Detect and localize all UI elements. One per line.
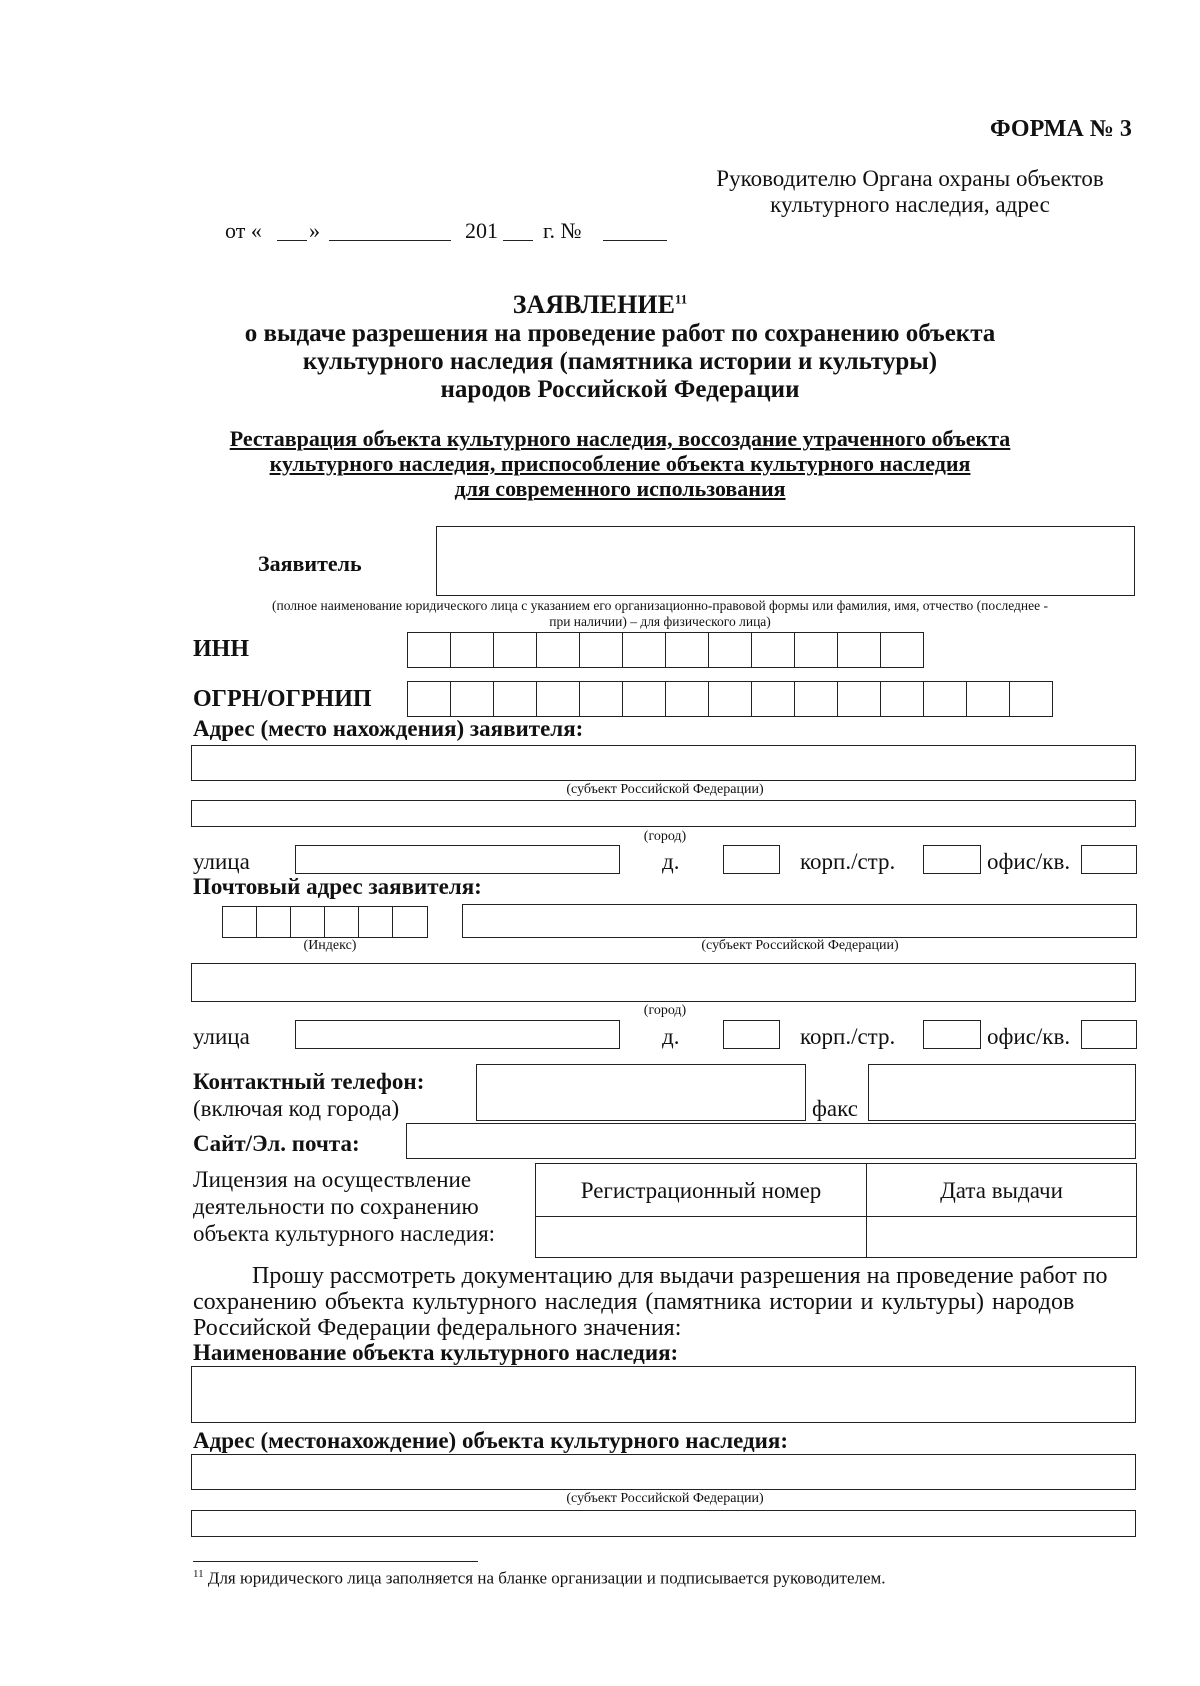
object-address-subject-caption: (субъект Российской Федерации) (566, 1491, 764, 1506)
title-line-3: народов Российской Федерации (440, 376, 800, 403)
date-number-line (225, 218, 685, 248)
postal-office-label: офис/кв. (987, 1024, 1071, 1049)
applicant-caption-2: при наличии) – для физического лица) (549, 614, 771, 629)
postal-city-caption: (город) (643, 1003, 687, 1018)
address-house-input[interactable] (723, 845, 780, 874)
inn-cells[interactable] (407, 632, 923, 668)
request-line-3: Российской Федерации федерального значения: (193, 1315, 682, 1341)
footnote-divider (193, 1561, 478, 1562)
title-footnote-ref: 11 (674, 291, 688, 307)
address-office-label: офис/кв. (987, 849, 1071, 874)
address-building-label: корп./стр. (800, 849, 896, 874)
inn-label: ИНН (193, 636, 250, 662)
footnote-text: Для юридического лица заполняется на бланке организации и подписывается руководителем. (207, 1568, 886, 1588)
fax-label: факс (812, 1096, 858, 1121)
postal-subject-input[interactable] (462, 904, 1137, 938)
day-field[interactable] (277, 240, 307, 241)
address-street-label: улица (193, 849, 250, 874)
postal-house-label: д. (662, 1024, 680, 1049)
date-mid: » (309, 218, 320, 243)
license-label-line-1: Лицензия на осуществление (193, 1167, 472, 1192)
number-prefix: г. № (543, 218, 582, 243)
applicant-name-input[interactable] (436, 526, 1135, 596)
postal-building-label: корп./стр. (800, 1024, 896, 1049)
license-table (535, 1163, 1137, 1258)
address-house-label: д. (662, 849, 680, 874)
address-office-input[interactable] (1081, 845, 1137, 874)
applicant-caption-1: (полное наименование юридического лица с указанием его организационно-правовой формы или фамилия, имя, отчество (последнее - (272, 598, 1048, 613)
address-building-input[interactable] (923, 845, 981, 874)
date-prefix: от « (225, 218, 262, 243)
document-title (0, 290, 1200, 320)
number-field[interactable] (603, 240, 667, 241)
license-label-line-2: деятельности по сохранению (193, 1194, 479, 1219)
postal-city-input[interactable] (191, 963, 1136, 1002)
title-line-2: культурного наследия (памятника истории и культуры) (302, 348, 938, 375)
addressee-line-2: культурного наследия, адрес (770, 192, 1050, 217)
phone-note: (включая код города) (193, 1096, 400, 1121)
fax-input[interactable] (868, 1064, 1136, 1121)
postal-subject-caption: (субъект Российской Федерации) (701, 938, 899, 953)
postal-street-input[interactable] (295, 1020, 620, 1049)
address-city-input[interactable] (191, 800, 1136, 827)
ogrn-label: ОГРН/ОГРНИП (193, 686, 372, 712)
title-line-1: о выдаче разрешения на проведение работ по сохранению объекта (244, 320, 996, 347)
subtitle-line-1: Реставрация объекта культурного наследия, воссоздание утраченного объекта (229, 426, 1011, 451)
applicant-label: Заявитель (258, 551, 362, 576)
year-prefix: 201 (465, 218, 498, 243)
postal-label: Почтовый адрес заявителя: (193, 874, 482, 899)
request-line-1: Прошу рассмотреть документацию для выдачи разрешения на проведение работ по (252, 1263, 1108, 1289)
object-name-input[interactable] (191, 1366, 1136, 1423)
phone-label: Контактный телефон: (193, 1069, 425, 1094)
address-street-input[interactable] (295, 845, 620, 874)
postal-office-input[interactable] (1081, 1020, 1137, 1049)
subtitle-line-3: для современного использования (454, 476, 786, 501)
postal-house-input[interactable] (723, 1020, 780, 1049)
address-subject-input[interactable] (191, 745, 1136, 781)
postal-index-cells[interactable] (222, 906, 429, 938)
postal-street-label: улица (193, 1024, 250, 1049)
license-reg-number-input[interactable] (538, 1218, 864, 1255)
addressee-line-1: Руководителю Органа охраны объектов (716, 166, 1104, 191)
postal-index-caption: (Индекс) (303, 938, 357, 953)
title-main: ЗАЯВЛЕНИЕ (512, 290, 675, 319)
form-number-label: ФОРМА № 3 (990, 116, 1132, 142)
license-label-line-3: объекта культурного наследия: (193, 1221, 496, 1246)
footnote (193, 1568, 886, 1589)
license-col-issue-date: Дата выдачи (940, 1178, 1063, 1203)
postal-building-input[interactable] (923, 1020, 981, 1049)
month-field[interactable] (329, 240, 451, 241)
ogrn-cells[interactable] (407, 681, 1052, 717)
object-name-label: Наименование объекта культурного наследия: (193, 1340, 679, 1365)
phone-input[interactable] (476, 1064, 806, 1121)
year-field[interactable] (503, 240, 533, 241)
subtitle-line-2: культурного наследия, приспособление объекта культурного наследия (269, 451, 971, 476)
address-city-caption: (город) (643, 829, 687, 844)
site-email-label: Сайт/Эл. почта: (193, 1131, 360, 1156)
address-subject-caption: (субъект Российской Федерации) (566, 782, 764, 797)
address-label: Адрес (место нахождения) заявителя: (193, 716, 584, 741)
license-issue-date-input[interactable] (870, 1218, 1134, 1255)
object-address-city-input[interactable] (191, 1510, 1136, 1537)
license-col-reg-number: Регистрационный номер (580, 1178, 822, 1203)
footnote-number: 11 (193, 1568, 204, 1580)
request-line-2: сохранению объекта культурного наследия (памятника истории и культуры) народов (193, 1289, 1075, 1315)
site-email-input[interactable] (406, 1123, 1136, 1159)
object-address-subject-input[interactable] (191, 1454, 1136, 1490)
object-address-label: Адрес (местонахождение) объекта культурного наследия: (193, 1428, 789, 1453)
